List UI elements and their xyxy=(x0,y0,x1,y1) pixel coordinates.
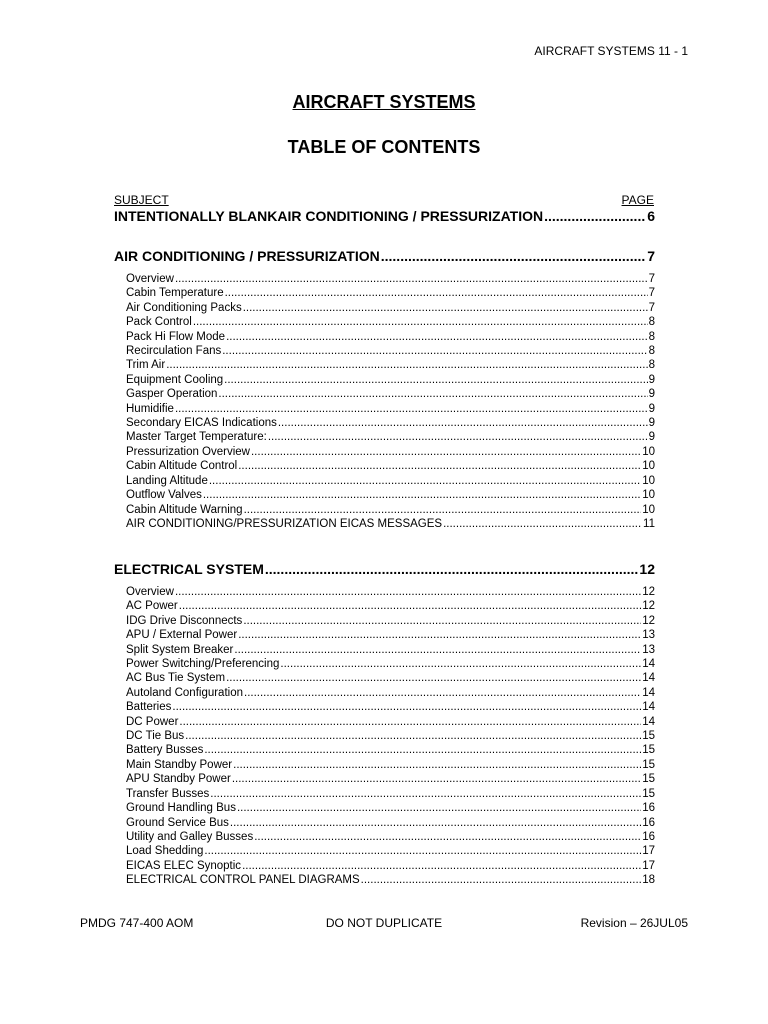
toc-entry-page-number: 9 xyxy=(648,402,655,415)
toc-entry[interactable] xyxy=(114,729,655,743)
toc-entry[interactable] xyxy=(114,599,655,613)
toc-entry-page-number: 14 xyxy=(642,672,655,685)
dot-leader xyxy=(203,488,641,502)
toc-entry[interactable] xyxy=(114,585,655,599)
toc-entry-label: Trim Air xyxy=(126,359,166,372)
page-column-header: PAGE xyxy=(621,193,654,207)
section-page-number: 6 xyxy=(647,208,655,224)
dot-leader xyxy=(230,816,641,830)
dot-leader xyxy=(225,286,648,300)
toc-entry-page-number: 17 xyxy=(642,845,655,858)
toc-entry-page-number: 10 xyxy=(642,503,655,516)
toc-entry-label: DC Tie Bus xyxy=(126,730,185,743)
toc-entry-label: Main Standby Power xyxy=(126,758,233,771)
dot-leader xyxy=(443,517,642,531)
toc-entry-label: Cabin Temperature xyxy=(126,287,224,300)
page-title: AIRCRAFT SYSTEMS xyxy=(292,92,476,112)
dot-leader xyxy=(204,844,641,858)
toc-entry-label: Overview xyxy=(126,273,174,285)
toc-entry[interactable] xyxy=(114,700,655,714)
toc-entry-page-number: 13 xyxy=(642,643,655,656)
toc-section-air-conditioning xyxy=(114,248,655,531)
toc-entry-page-number: 8 xyxy=(648,316,655,329)
section-title: INTENTIONALLY BLANKAIR CONDITIONING / PRESSURIZATION xyxy=(114,208,544,224)
toc-entry[interactable] xyxy=(114,503,655,517)
toc-entry[interactable] xyxy=(114,373,655,387)
toc-entry-page-number: 11 xyxy=(643,517,655,530)
toc-entry-label: DC Power xyxy=(126,715,179,728)
toc-entry[interactable] xyxy=(114,344,655,358)
footer-notice: DO NOT DUPLICATE xyxy=(325,916,443,930)
toc-entry-label: ELECTRICAL CONTROL PANEL DIAGRAMS xyxy=(126,874,360,887)
toc-entry[interactable] xyxy=(114,315,655,329)
toc-entry-label: IDG Drive Disconnects xyxy=(126,614,243,627)
dot-leader xyxy=(381,248,646,265)
toc-entry-page-number: 17 xyxy=(642,859,655,872)
toc-entry-label: Split System Breaker xyxy=(126,643,234,656)
toc-entry-label: Pack Hi Flow Mode xyxy=(126,330,226,343)
section-page-number: 7 xyxy=(647,248,655,264)
toc-entry-page-number: 7 xyxy=(648,287,655,300)
toc-section-electrical xyxy=(114,561,655,888)
toc-entry-page-number: 10 xyxy=(642,460,655,473)
dot-leader xyxy=(193,315,648,329)
dot-leader xyxy=(175,272,648,286)
toc-entry-page-number: 8 xyxy=(648,359,655,372)
dot-leader xyxy=(224,373,647,387)
toc-entry-label: Cabin Altitude Warning xyxy=(126,503,243,516)
dot-leader xyxy=(233,758,641,772)
dot-leader xyxy=(242,859,641,873)
dot-leader xyxy=(166,358,647,372)
toc-entry[interactable] xyxy=(114,758,655,772)
toc-entry-page-number: 18 xyxy=(642,874,655,887)
toc-entry-page-number: 10 xyxy=(642,489,655,502)
dot-leader xyxy=(243,614,641,628)
toc-entry[interactable] xyxy=(114,844,655,858)
dot-leader xyxy=(268,430,648,444)
toc-entry[interactable] xyxy=(114,743,655,757)
dot-leader xyxy=(204,743,641,757)
toc-entry-label: Recirculation Fans xyxy=(126,345,222,358)
toc-entry[interactable] xyxy=(114,715,655,729)
toc-entry-label: Batteries xyxy=(126,701,172,714)
dot-leader xyxy=(226,671,641,685)
toc-entry[interactable] xyxy=(114,286,655,300)
toc-entry[interactable] xyxy=(114,517,655,531)
toc-entry[interactable] xyxy=(114,686,655,700)
toc-entry[interactable] xyxy=(114,614,655,628)
toc-entry-label: AC Bus Tie System xyxy=(126,672,226,685)
toc-entry[interactable] xyxy=(114,488,655,502)
toc-entry-label: Power Switching/Preferencing xyxy=(126,658,280,671)
section-title: AIR CONDITIONING / PRESSURIZATION xyxy=(114,248,380,264)
subject-column-header: SUBJECT xyxy=(114,193,169,207)
toc-entry-label: Outflow Valves xyxy=(126,489,202,502)
toc-entry-page-number: 14 xyxy=(642,701,655,714)
toc-entry[interactable] xyxy=(114,402,655,416)
toc-entry-page-number: 12 xyxy=(642,614,655,627)
toc-entry[interactable] xyxy=(114,330,655,344)
dot-leader xyxy=(234,643,641,657)
toc-entry[interactable] xyxy=(114,859,655,873)
toc-entry-page-number: 15 xyxy=(642,773,655,786)
toc-entry-page-number: 15 xyxy=(642,744,655,757)
dot-leader xyxy=(238,459,641,473)
toc-entry-page-number: 10 xyxy=(642,445,655,458)
dot-leader xyxy=(175,402,648,416)
toc-entry-page-number: 13 xyxy=(642,629,655,642)
toc-entry[interactable] xyxy=(114,657,655,671)
toc-entry[interactable] xyxy=(114,830,655,844)
toc-entry-page-number: 12 xyxy=(642,600,655,613)
toc-entry-label: APU Standby Power xyxy=(126,773,231,786)
toc-entry-label: Landing Altitude xyxy=(126,474,208,487)
toc-entry-page-number: 10 xyxy=(642,474,655,487)
toc-entry-label: Pack Control xyxy=(126,316,192,329)
toc-entry-page-number: 14 xyxy=(642,658,655,671)
dot-leader xyxy=(243,301,648,315)
toc-section-heading[interactable] xyxy=(114,248,655,265)
toc-entry-page-number: 12 xyxy=(642,586,655,598)
dot-leader xyxy=(185,729,641,743)
toc-entry-label: AC Power xyxy=(126,600,178,613)
toc-entry[interactable] xyxy=(114,416,655,430)
dot-leader xyxy=(244,686,641,700)
toc-entry-label: Equipment Cooling xyxy=(126,373,224,386)
toc-entry-label: APU / External Power xyxy=(126,629,238,642)
toc-entry[interactable] xyxy=(114,459,655,473)
section-page-number: 12 xyxy=(639,561,655,577)
toc-entry-label: Cabin Altitude Control xyxy=(126,460,238,473)
toc-entry-label: Gasper Operation xyxy=(126,388,218,401)
dot-leader xyxy=(179,599,641,613)
dot-leader xyxy=(175,585,641,599)
toc-entry-label: Utility and Galley Busses xyxy=(126,830,254,843)
toc-entry[interactable] xyxy=(114,474,655,488)
toc-section-heading[interactable] xyxy=(114,208,655,225)
toc-entry-page-number: 16 xyxy=(642,802,655,815)
toc-entry-label: Air Conditioning Packs xyxy=(126,301,242,314)
toc-entry-page-number: 9 xyxy=(648,388,655,401)
dot-leader xyxy=(265,561,639,578)
toc-entry-page-number: 7 xyxy=(648,273,655,285)
dot-leader xyxy=(209,474,641,488)
toc-entry-page-number: 9 xyxy=(648,417,655,430)
dot-leader xyxy=(278,416,648,430)
footer-document-id: PMDG 747-400 AOM xyxy=(80,916,194,930)
dot-leader xyxy=(226,330,648,344)
toc-entry-label: Autoland Configuration xyxy=(126,686,243,699)
toc-entry-page-number: 14 xyxy=(642,686,655,699)
toc-entry-page-number: 16 xyxy=(642,816,655,829)
toc-entry[interactable] xyxy=(114,816,655,830)
toc-entry-page-number: 16 xyxy=(642,830,655,843)
page-subtitle: TABLE OF CONTENTS xyxy=(287,137,481,157)
toc-entry-page-number: 8 xyxy=(648,330,655,343)
toc-entry-label: Overview xyxy=(126,586,174,598)
toc-section-heading[interactable] xyxy=(114,561,655,578)
dot-leader xyxy=(361,873,642,887)
dot-leader xyxy=(218,387,647,401)
toc-entry[interactable] xyxy=(114,801,655,815)
dot-leader xyxy=(179,715,641,729)
dot-leader xyxy=(237,801,641,815)
toc-entry-page-number: 7 xyxy=(648,301,655,314)
toc-entry[interactable] xyxy=(114,787,655,801)
toc-entry-page-number: 15 xyxy=(642,787,655,800)
toc-entry-label: AIR CONDITIONING/PRESSURIZATION EICAS MESSAGES xyxy=(126,517,443,530)
toc-entry-label: Humidifie xyxy=(126,402,174,415)
dot-leader xyxy=(238,628,641,642)
toc-entry-label: Ground Service Bus xyxy=(126,816,229,829)
toc-entry-label: Master Target Temperature: xyxy=(126,431,267,444)
running-header: AIRCRAFT SYSTEMS 11 - 1 xyxy=(534,44,688,58)
toc-entry-label: Transfer Busses xyxy=(126,787,210,800)
dot-leader xyxy=(222,344,647,358)
toc-entry-page-number: 8 xyxy=(648,345,655,358)
dot-leader xyxy=(251,445,641,459)
toc-entry-page-number: 9 xyxy=(648,373,655,386)
dot-leader xyxy=(254,830,641,844)
toc-entry[interactable] xyxy=(114,772,655,786)
toc-item-list xyxy=(114,585,655,888)
dot-leader xyxy=(244,503,642,517)
toc-entry[interactable] xyxy=(114,272,655,286)
toc-entry[interactable] xyxy=(114,873,655,887)
toc-entry[interactable] xyxy=(114,358,655,372)
toc-entry-page-number: 15 xyxy=(642,758,655,771)
toc-entry[interactable] xyxy=(114,643,655,657)
toc-entry-label: Battery Busses xyxy=(126,744,204,757)
toc-entry-page-number: 14 xyxy=(642,715,655,728)
toc-entry[interactable] xyxy=(114,430,655,444)
toc-entry-label: Pressurization Overview xyxy=(126,445,250,458)
dot-leader xyxy=(544,208,646,225)
toc-entry[interactable] xyxy=(114,387,655,401)
toc-section-intentionally-blank xyxy=(114,208,655,225)
dot-leader xyxy=(232,772,641,786)
toc-entry-label: Load Shedding xyxy=(126,845,204,858)
toc-entry[interactable] xyxy=(114,628,655,642)
toc-entry-label: EICAS ELEC Synoptic xyxy=(126,859,242,872)
footer-revision: Revision – 26JUL05 xyxy=(580,916,688,930)
toc-entry[interactable] xyxy=(114,445,655,459)
toc-entry-label: Secondary EICAS Indications xyxy=(126,417,277,430)
toc-entry-page-number: 9 xyxy=(648,431,655,444)
dot-leader xyxy=(280,657,641,671)
toc-entry-label: Ground Handling Bus xyxy=(126,802,236,815)
toc-item-list xyxy=(114,272,655,531)
toc-entry-page-number: 15 xyxy=(642,730,655,743)
dot-leader xyxy=(210,787,641,801)
dot-leader xyxy=(172,700,641,714)
toc-entry[interactable] xyxy=(114,301,655,315)
section-title: ELECTRICAL SYSTEM xyxy=(114,561,264,577)
toc-entry[interactable] xyxy=(114,671,655,685)
